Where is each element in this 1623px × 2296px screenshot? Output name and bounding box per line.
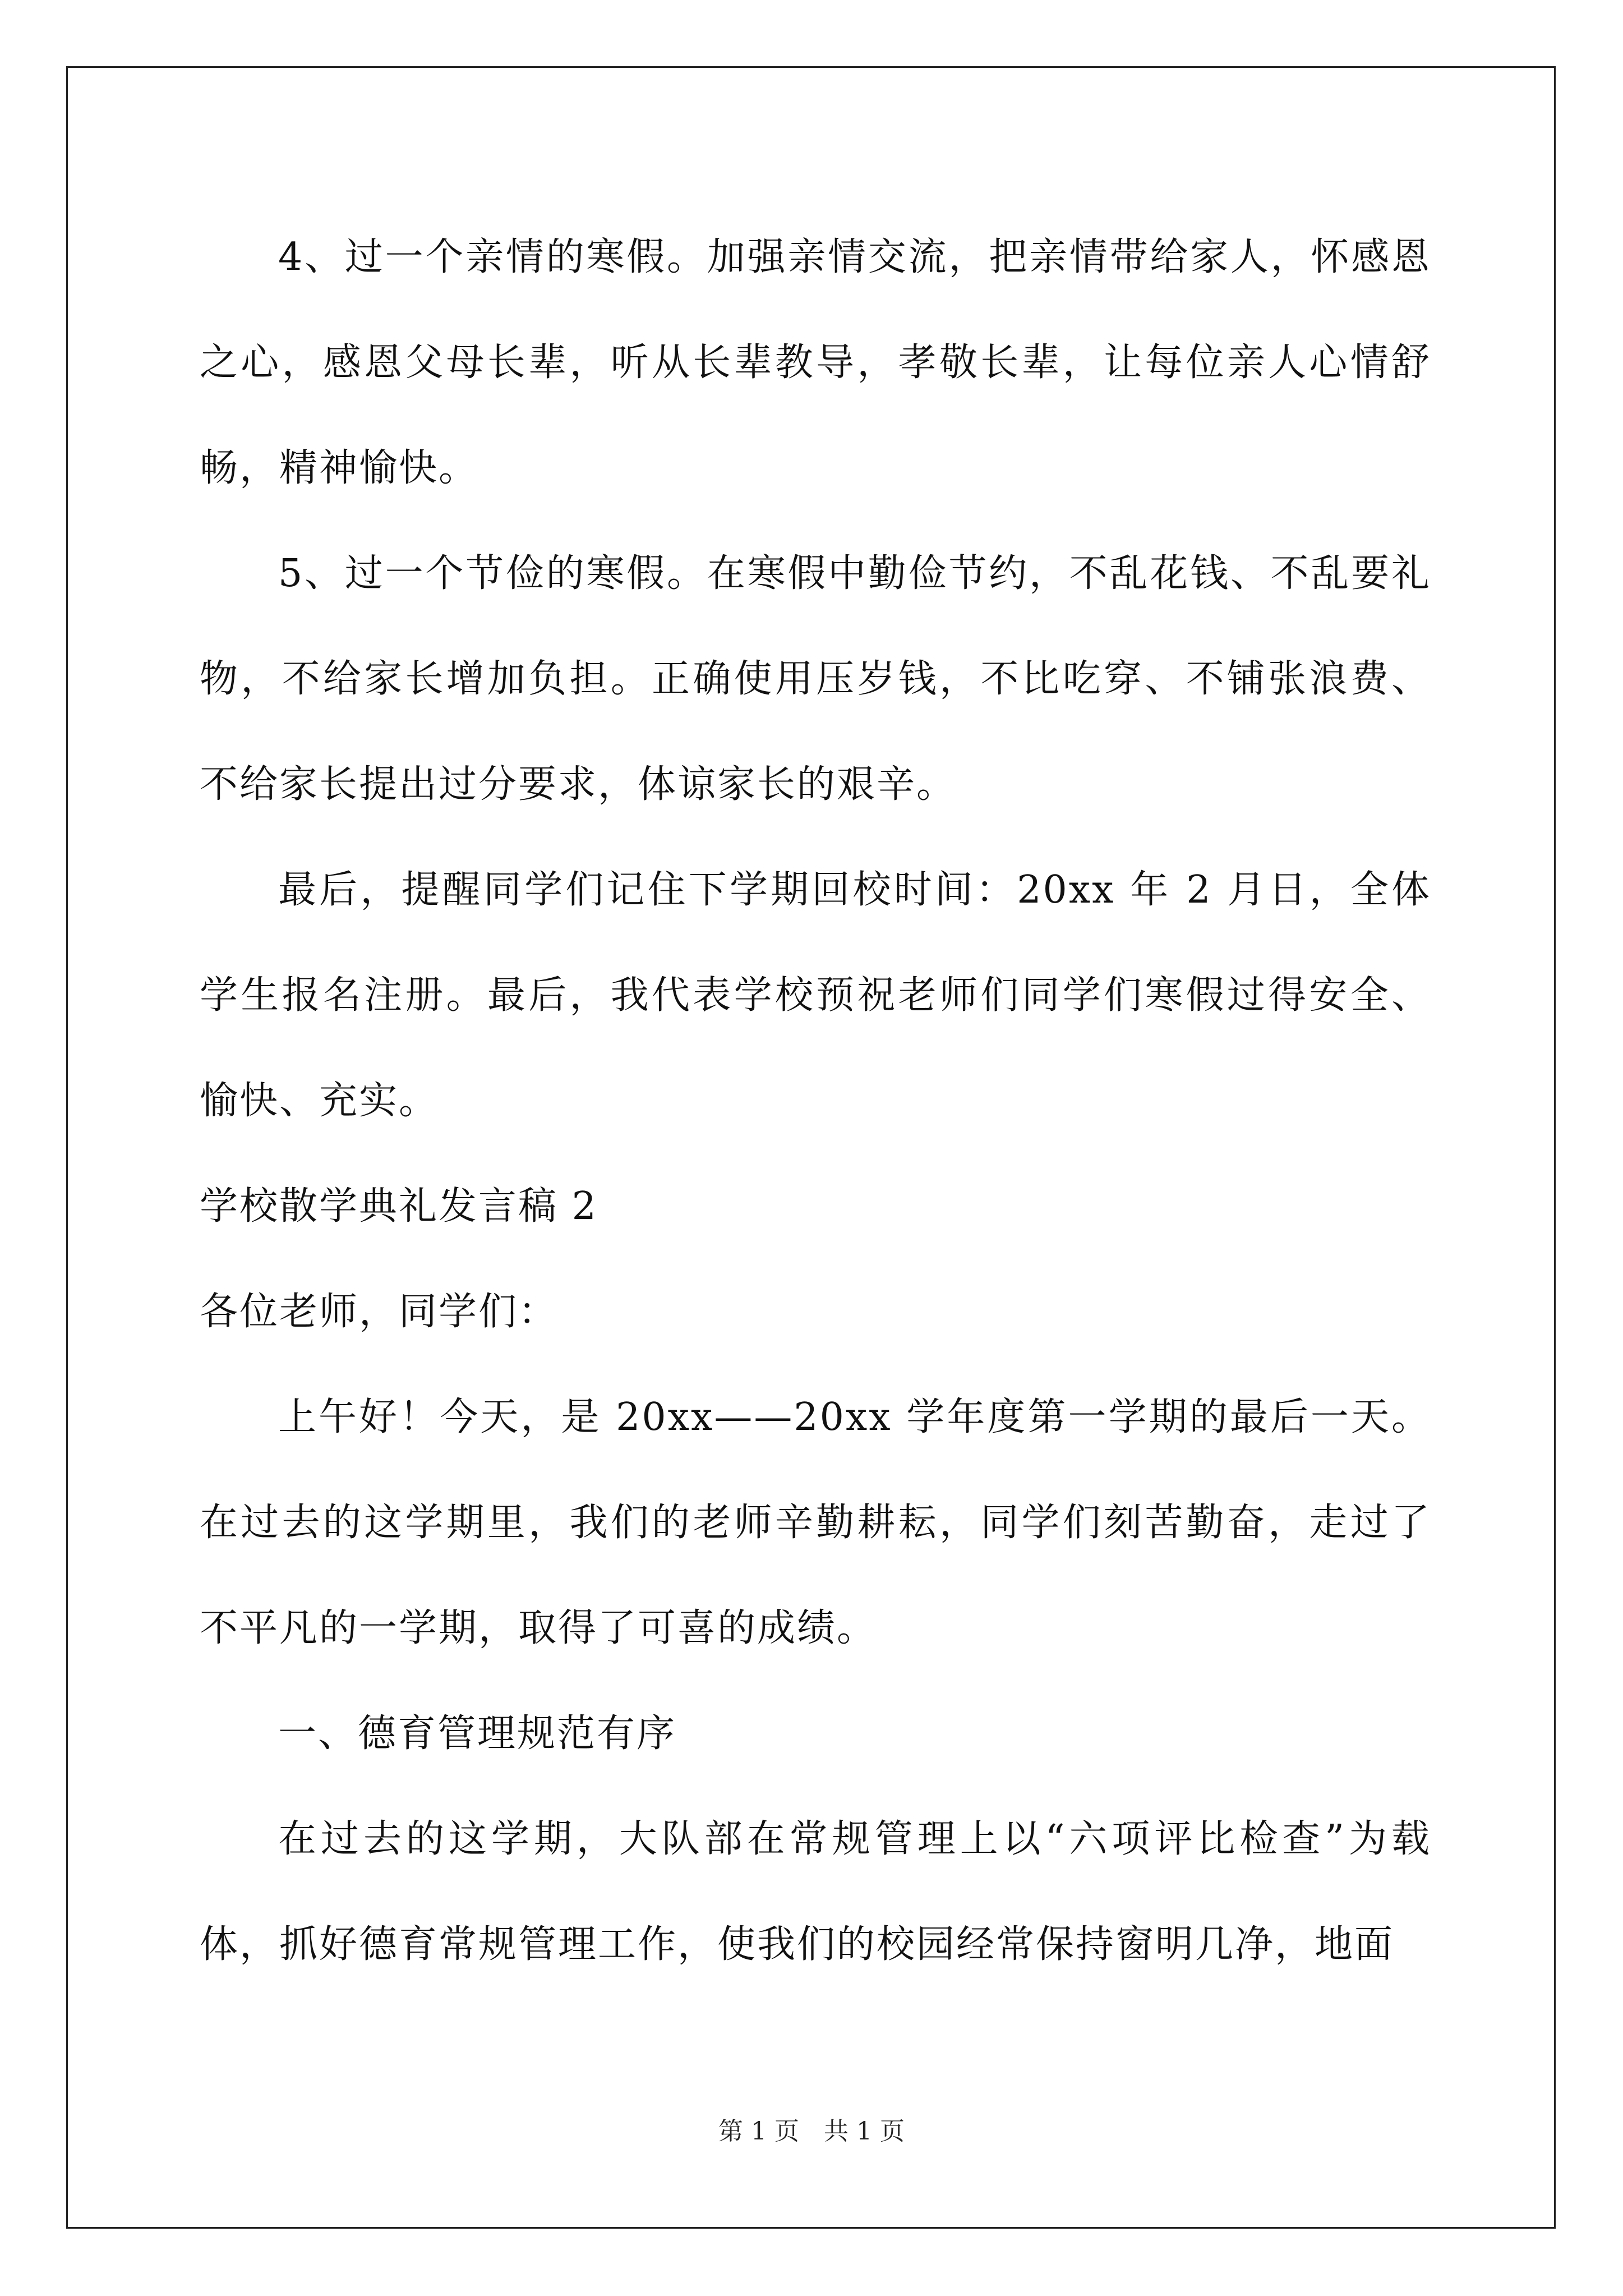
paragraph-item-5: 5、过一个节俭的寒假。在寒假中勤俭节约，不乱花钱、不乱要礼物，不给家长增加负担。正确使用压岁钱，不比吃穿、不铺张浪费、不给家长提出过分要求，体谅家长的艰辛。 bbox=[200, 551, 1431, 807]
paragraph-item-4: 4、过一个亲情的寒假。加强亲情交流，把亲情带给家人，怀感恩之心，感恩父母长辈，听从长辈教导，孝敬长辈，让每位亲人心情舒畅，精神愉快。 bbox=[200, 235, 1431, 490]
paragraph-greeting: 上午好！今天，是 20xx——20xx 学年度第一学期的最后一天。在过去的这学期里，我们的老师辛勤耕耘，同学们刻苦勤奋，走过了不平凡的一学期，取得了可喜的成绩。 bbox=[200, 1395, 1431, 1650]
paragraph-moral-education: 在过去的这学期，大队部在常规管理上以“六项评比检查”为载体，抓好德育常规管理工作，使我们的校园经常保持窗明几净，地面 bbox=[200, 1817, 1431, 1967]
document-body bbox=[200, 205, 1431, 1998]
section-heading: 学校散学典礼发言稿 2 bbox=[200, 1184, 598, 1228]
page-footer: 第 1 页 共 1 页 bbox=[718, 2117, 905, 2146]
subheading-moral-education: 一、德育管理规范有序 bbox=[278, 1711, 677, 1756]
salutation: 各位老师，同学们： bbox=[200, 1290, 559, 1334]
paragraph-closing: 最后，提醒同学们记住下学期回校时间：20xx 年 2 月日，全体学生报名注册。最后，我代表学校预祝老师们同学们寒假过得安全、愉快、充实。 bbox=[200, 868, 1431, 1123]
